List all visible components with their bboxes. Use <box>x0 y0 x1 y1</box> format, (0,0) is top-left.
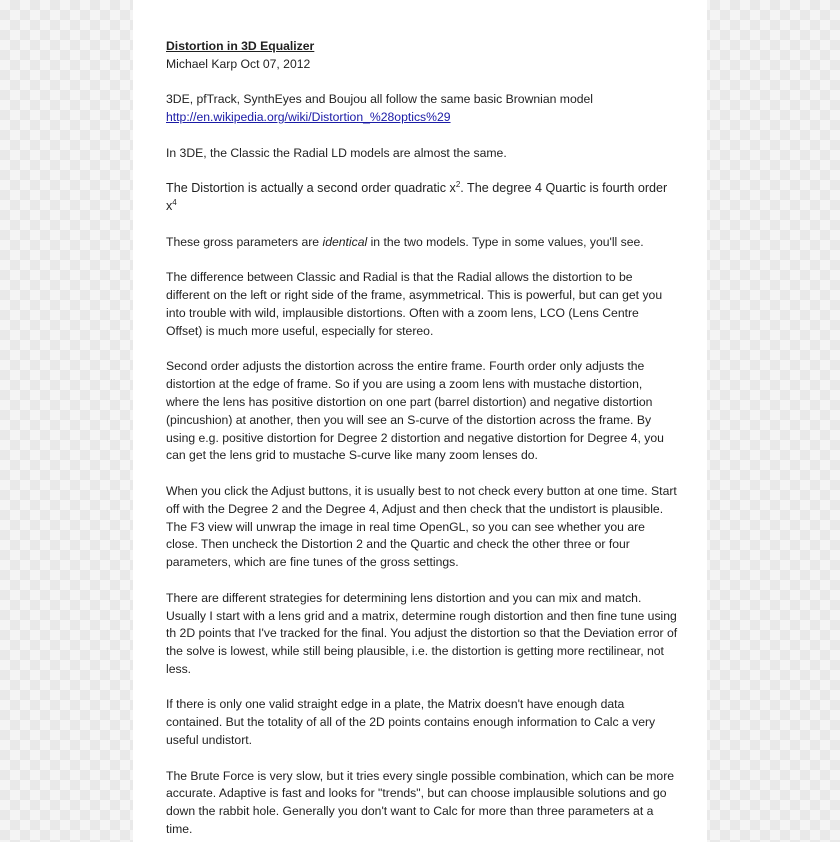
strategies-paragraph: There are different strategies for determining lens distortion and you can mix and match. Usually I start with a lens grid and a matrix, determine rough distortion and then fine tune using th 2D points that I've tracked for the final. You adjust the distortion so that the Deviation error of the solve is lowest, while still being plausible, i.e. the distortion is getting more rectilinear, not less. <box>166 590 678 676</box>
order-superscript-2: 2 <box>455 180 461 190</box>
order-text-a: The Distortion is actually a second order quadratic x <box>166 181 456 196</box>
gross-emphasis: identical <box>322 234 368 249</box>
author-date: Michael Karp Oct 07, 2012 <box>166 56 311 71</box>
intro-text: 3DE, pfTrack, SynthEyes and Boujou all follow the same basic Brownian model <box>166 92 594 107</box>
matrix-paragraph: If there is only one valid straight edge in a plate, the Matrix doesn't have enough data contained. But the totality of all of the 2D points contains enough information to Calc a very useful undistort. <box>166 697 656 748</box>
second-order-paragraph: Second order adjusts the distortion across the entire frame. Fourth order only adjusts the distortion at the edge of frame. So if you are using a zoom lens with mustache distortion, where the lens has positive distortion on one part (barrel distortion) and negative distortion (pincushion) at another, then you will see an S-curve of the distortion across the frame. By using e.g. positive distortion for Degree 2 distortion and negative distortion for Degree 4, you can get the lens grid to mustache S-curve like many zoom lenses do. <box>166 359 664 463</box>
adjust-paragraph: When you click the Adjust buttons, it is usually best to not check every button at one time. Start off with the Degree 2 and the Degree 4, Adjust and then check that the undistort is plausible. The F3 view will unwrap the image in real time OpenGL, so you can see whether you are close. Then uncheck the Distortion 2 and the Quartic and check the other three or four parameters, which are fine tunes of the gross settings. <box>166 483 677 570</box>
difference-paragraph: The difference between Classic and Radial is that the Radial allows the distortion to be different on the left or right side of the frame, asymmetrical. This is powerful, but can get you into trouble with wild, implausible distortions. Often with a zoom lens, LCO (Lens Centre Offset) is much more useful, especially for stereo. <box>166 270 663 338</box>
order-superscript-4: 4 <box>172 198 177 208</box>
intro-paragraph <box>166 91 678 127</box>
document-page <box>133 0 707 842</box>
order-text-b: . The degree 4 Quartic is fourth order x <box>166 181 668 214</box>
models-paragraph: In 3DE, the Classic the Radial LD models are almost the same. <box>166 145 507 160</box>
gross-paragraph <box>166 234 678 252</box>
order-paragraph <box>166 180 678 216</box>
brute-force-paragraph: The Brute Force is very slow, but it tries every single possible combination, which can be more accurate. Adaptive is fast and looks for "trends", but can choose implausible solutions and go down the rabbit hole. Generally you don't want to Calc for more than three parameters at a time. <box>166 768 675 837</box>
document-body <box>166 38 678 842</box>
gross-text-b: in the two models. Type in some values, you'll see. <box>367 234 644 249</box>
gross-text-a: These gross parameters are <box>166 234 323 249</box>
wikipedia-link[interactable]: http://en.wikipedia.org/wiki/Distortion_%28optics%29 <box>166 110 451 125</box>
document-title: Distortion in 3D Equalizer <box>166 39 315 53</box>
